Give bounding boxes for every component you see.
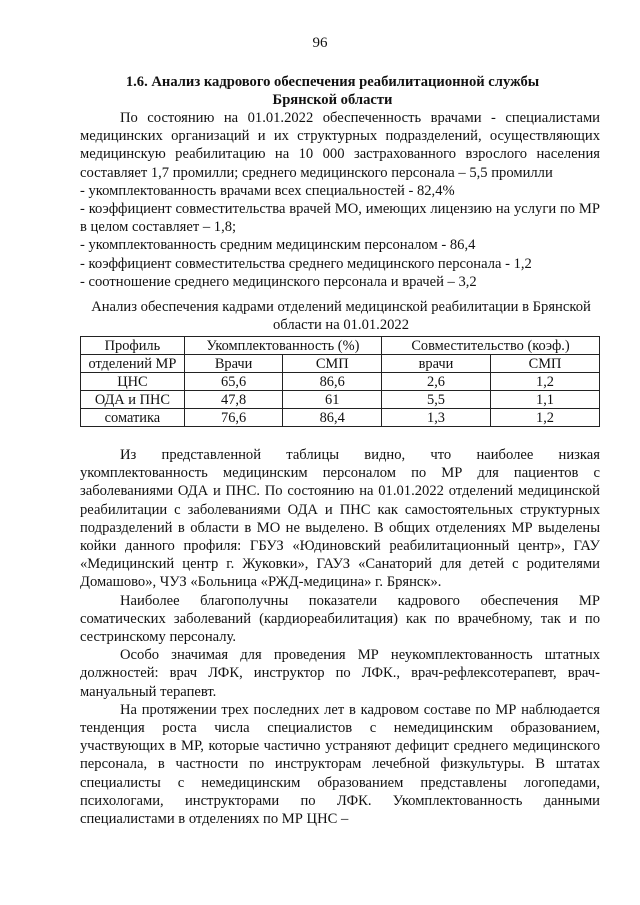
- cell-value: 86,4: [283, 409, 382, 427]
- header-profile-line-1: Профиль: [81, 337, 185, 355]
- body-text: [80, 446, 600, 828]
- header-profile-line-2: отделений МР: [81, 355, 185, 373]
- cell-value: 65,6: [184, 373, 283, 391]
- cell-value: 76,6: [184, 409, 283, 427]
- intro-paragraph: По состоянию на 01.01.2022 обеспеченность врачами - специалистами медицинских организаций и их структурных подразделений, осуществляющих медицинскую реабилитацию на 10 000 застрахованного взрослого населения составляет 1,7 промилли; среднего медицинского персонала – 5,5 промилли: [80, 110, 600, 181]
- intro-bullet: - укомплектованность врачами всех специальностей - 82,4%: [80, 182, 455, 199]
- table-header-row: [81, 337, 600, 355]
- staffing-table: [80, 336, 600, 427]
- cell-profile: соматика: [81, 409, 185, 427]
- intro-bullet: - коэффициент совместительства среднего медицинского персонала - 1,2: [80, 255, 532, 272]
- page-number: 96: [312, 35, 328, 51]
- cell-value: 1,2: [491, 373, 600, 391]
- body-paragraph: Из представленной таблицы видно, что наиболее низкая укомплектованность медицинским персоналом по МР для пациентов с заболеваниями ОДА и ПНС. По состоянию на 01.01.2022 отделений медицинской реабилитации с заболеваниями ОДА и ПНС как самостоятельных структурных подразделений в области в МО не выделено. В общих отделениях МР выделены койки данного профиля: ГБУЗ «Юдиновский реабилитационный центр», ГАУ «Медицинский центр г. Жуковки», ГАУЗ «Санаторий для детей с родителями Домашово», ЧУЗ «Больница «РЖД-медицина» г. Брянск».: [80, 447, 600, 591]
- header-parttime-group: Совместительство (коэф.): [382, 337, 600, 355]
- table-subheader-row: [81, 355, 600, 373]
- intro-bullet: - укомплектованность средним медицинским персоналом - 86,4: [80, 237, 476, 254]
- table-row: [81, 409, 600, 427]
- table-row: [81, 373, 600, 391]
- section-heading: [80, 73, 585, 109]
- section-heading-line-2: Брянской области: [272, 92, 393, 108]
- cell-value: 47,8: [184, 391, 283, 409]
- header-staffing-group: Укомплектованность (%): [184, 337, 381, 355]
- cell-value: 1,1: [491, 391, 600, 409]
- cell-value: 61: [283, 391, 382, 409]
- body-paragraph: Наиболее благополучны показатели кадрового обеспечения МР соматических заболеваний (кардиореабилитация) как по врачебному, так и по сестринскому персоналу.: [80, 592, 600, 646]
- cell-profile: ЦНС: [81, 373, 185, 391]
- body-paragraph: Особо значимая для проведения МР неукомплектованность штатных должностей: врач ЛФК, инструктор по ЛФК., врач-рефлексотерапевт, врач-мануальный терапевт.: [80, 647, 600, 700]
- intro-block: [80, 109, 600, 291]
- intro-bullet: - коэффициент совместительства врачей МО, имеющих лицензию на услуги по МР в целом составляет – 1,8;: [80, 201, 600, 236]
- header-nurses-coef: СМП: [491, 355, 600, 373]
- intro-bullet: - соотношение среднего медицинского персонала и врачей – 3,2: [80, 273, 477, 290]
- body-paragraph: На протяжении трех последних лет в кадровом составе по МР наблюдается тенденция роста числа специалистов с немедицинским образованием, участвующих в МР, которые частично устраняют дефицит среднего медицинского персонала, в частности по инструкторам лечебной физкультуры. В штатах специалисты с немедицинским образованием представлены логопедами, психологами, инструкторами по ЛФК. Укомплектованность данными специалистами в отделениях по МР ЦНС –: [80, 701, 600, 828]
- cell-value: 1,2: [491, 409, 600, 427]
- table-row: [81, 391, 600, 409]
- section-heading-line-1: 1.6. Анализ кадрового обеспечения реабилитационной службы: [125, 74, 540, 90]
- header-doctors: Врачи: [184, 355, 283, 373]
- cell-value: 1,3: [382, 409, 491, 427]
- cell-value: 86,6: [283, 373, 382, 391]
- table-caption: Анализ обеспечения кадрами отделений медицинской реабилитации в Брянской области на 01.01.2022: [91, 299, 591, 333]
- cell-value: 5,5: [382, 391, 491, 409]
- header-nurses: СМП: [283, 355, 382, 373]
- cell-value: 2,6: [382, 373, 491, 391]
- header-doctors-coef: врачи: [382, 355, 491, 373]
- cell-profile: ОДА и ПНС: [81, 391, 185, 409]
